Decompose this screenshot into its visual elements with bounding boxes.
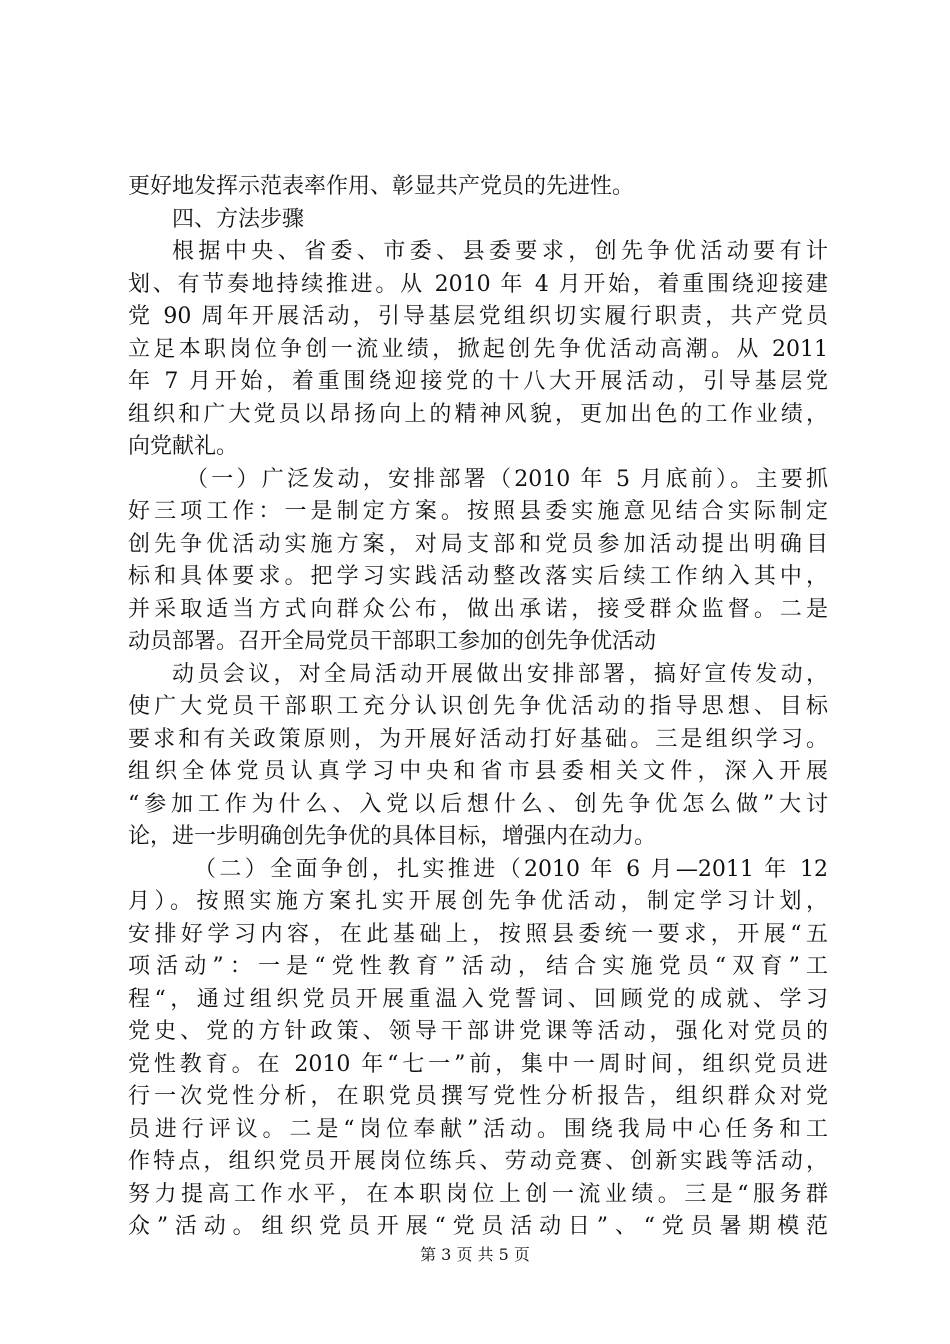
text-line: 创先争优活动实施方案，对局支部和党员参加活动提出明确目 bbox=[128, 531, 828, 557]
text-line: 月）。按照实施方案扎实开展创先争优活动，制定学习计划， bbox=[128, 889, 828, 914]
text-line: 众”活动。组织党员开展“党员活动日”、“党员暑期模范 bbox=[128, 1214, 828, 1239]
text-line: 标和具体要求。把学习实践活动整改落实后续工作纳入其中， bbox=[128, 564, 828, 589]
text-line: （一）广泛发动，安排部署（2010 年 5 月底前）。主要抓 bbox=[186, 466, 828, 492]
text-line: 向党献礼。 bbox=[128, 434, 239, 459]
text-line: 使广大党员干部职工充分认识创先争优活动的指导思想、目标 bbox=[128, 694, 828, 719]
text-line: 年 7 月开始，着重围绕迎接党的十八大开展活动，引导基层党 bbox=[128, 369, 828, 394]
text-line: 安排好学习内容，在此基础上，按照县委统一要求，开展“五 bbox=[128, 921, 828, 947]
text-line: 划、有节奏地持续推进。从 2010 年 4 月开始，着重围绕迎接建 bbox=[128, 271, 828, 297]
text-line: 动员会议，对全局活动开展做出安排部署，搞好宣传发动， bbox=[172, 661, 828, 687]
text-line: 并采取适当方式向群众公布，做出承诺，接受群众监督。二是 bbox=[128, 596, 828, 622]
text-line: 作特点，组织党员开展岗位练兵、劳动竞赛、创新实践等活动， bbox=[128, 1149, 828, 1174]
page-footer: 第 3 页 共 5 页 bbox=[420, 1245, 530, 1264]
text-line: 员进行评议。二是“岗位奉献”活动。围绕我局中心任务和工 bbox=[128, 1116, 828, 1142]
text-line: 根据中央、省委、市委、县委要求，创先争优活动要有计 bbox=[172, 239, 828, 264]
text-line: “参加工作为什么、入党以后想什么、创先争优怎么做”大讨 bbox=[128, 791, 828, 817]
text-line: 努力提高工作水平，在本职岗位上创一流业绩。三是“服务群 bbox=[128, 1181, 828, 1207]
text-line: 程“，通过组织党员开展重温入党誓词、回顾党的成就、学习 bbox=[128, 986, 828, 1012]
text-line: 项活动”：一是“党性教育”活动，结合实施党员“双育”工 bbox=[128, 954, 828, 979]
text-line: 四、方法步骤 bbox=[172, 206, 305, 232]
text-line: 党 90 周年开展活动，引导基层党组织切实履行职责，共产党员 bbox=[128, 304, 828, 329]
document-body bbox=[128, 171, 828, 1244]
text-line: 要求和有关政策原则，为开展好活动打好基础。三是组织学习。 bbox=[128, 726, 828, 752]
text-line: （二）全面争创，扎实推进（2010 年 6 月—2011 年 12 bbox=[194, 856, 828, 882]
text-line: 组织全体党员认真学习中央和省市县委相关文件，深入开展 bbox=[128, 759, 828, 784]
text-line: 更好地发挥示范表率作用、彰显共产党员的先进性。 bbox=[128, 174, 635, 199]
text-line: 行一次党性分析，在职党员撰写党性分析报告，组织群众对党 bbox=[128, 1084, 828, 1109]
text-line: 论，进一步明确创先争优的具体目标，增强内在动力。 bbox=[128, 824, 657, 849]
text-line: 组织和广大党员以昂扬向上的精神风貌，更加出色的工作业绩， bbox=[128, 401, 828, 427]
text-line: 好三项工作：一是制定方案。按照县委实施意见结合实际制定 bbox=[128, 499, 828, 524]
text-line: 立足本职岗位争创一流业绩，掀起创先争优活动高潮。从 2011 bbox=[128, 336, 828, 362]
text-line: 动员部署。召开全局党员干部职工参加的创先争优活动 bbox=[128, 629, 657, 654]
text-line: 党史、党的方针政策、领导干部讲党课等活动，强化对党员的 bbox=[128, 1019, 828, 1044]
text-line: 党性教育。在 2010 年“七一”前，集中一周时间，组织党员进 bbox=[128, 1051, 828, 1077]
